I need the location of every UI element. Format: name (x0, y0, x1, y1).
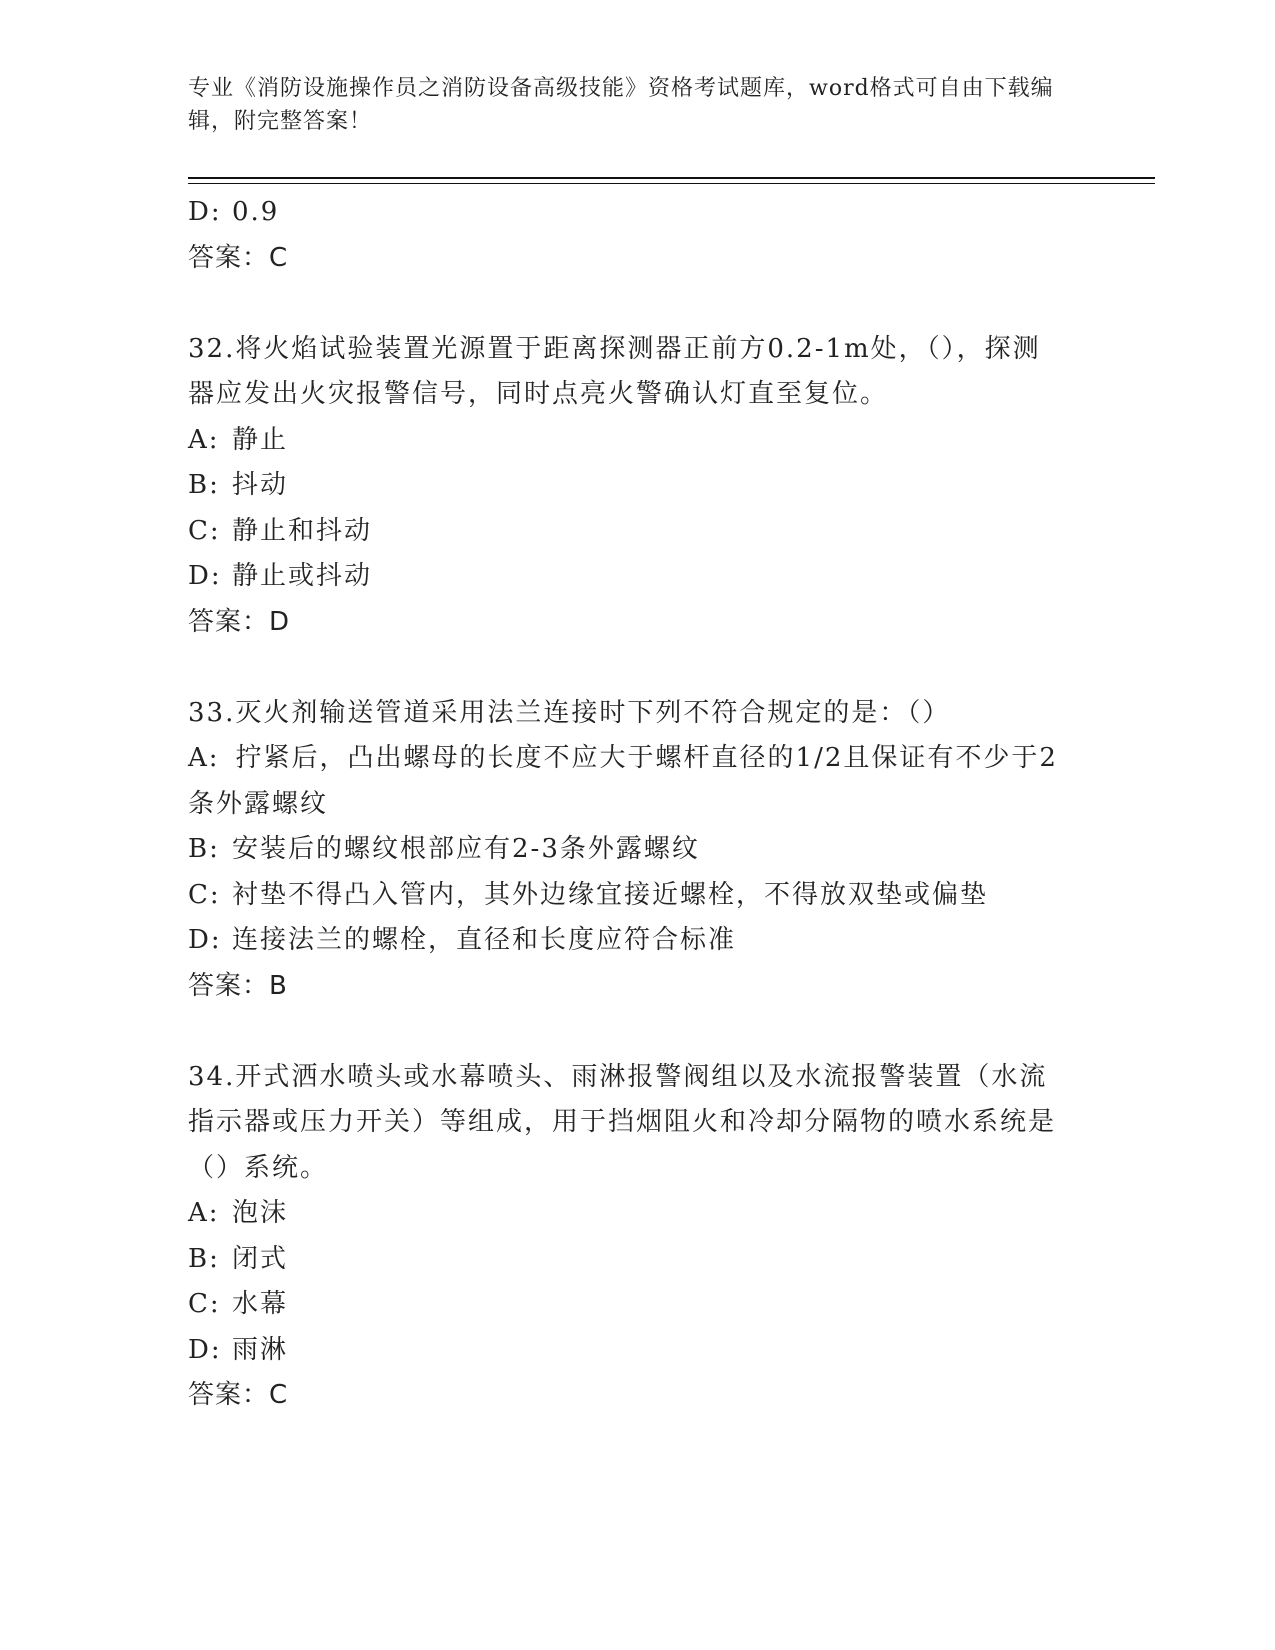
question-stem-33: 33.灭火剂输送管道采用法兰连接时下列不符合规定的是：（） (188, 697, 951, 728)
option-a (188, 418, 1088, 464)
option-d (188, 190, 1088, 236)
option-key: D: (188, 197, 222, 227)
option-key: D: (188, 1334, 222, 1365)
option-text: 0.9 (232, 197, 280, 227)
option-key: C: (188, 515, 221, 546)
option-text: 抖动 (232, 470, 289, 500)
option-text: 静止 (232, 424, 289, 455)
option-text: 衬垫不得凸入管内，其外边缘宜接近螺栓，不得放双垫或偏垫 (232, 879, 989, 910)
option-key: A: (188, 424, 220, 455)
option-c (188, 873, 1088, 919)
option-d (188, 918, 1088, 964)
option-c (188, 509, 1088, 555)
question-stem-34: 34.开式洒水喷头或水幕喷头、雨淋报警阀组以及水流报警装置（水流指示器或压力开关）等组成，用于挡烟阻火和冷却分隔物的喷水系统是（）系统。 (188, 1061, 1057, 1183)
option-c (188, 1282, 1088, 1328)
option-text: 安装后的螺纹根部应有2-3条外露螺纹 (232, 834, 700, 864)
option-key: D: (188, 925, 222, 955)
spacer (188, 281, 1088, 327)
document-header: 专业《消防设施操作员之消防设备高级技能》资格考试题库，word格式可自由下载编辑，附完整答案！ (188, 76, 1054, 134)
option-b (188, 1237, 1088, 1283)
option-key: B: (188, 834, 220, 864)
option-a (188, 736, 1068, 827)
option-key: A: (188, 743, 220, 773)
answer-line: 答案：C (188, 1380, 289, 1410)
option-key: A: (188, 1198, 220, 1228)
header-rule-thin (188, 183, 1155, 184)
option-d (188, 554, 1088, 600)
option-text: 连接法兰的螺栓，直径和长度应符合标准 (232, 925, 737, 955)
option-text: 水幕 (232, 1289, 289, 1319)
option-text: 静止或抖动 (232, 561, 373, 591)
question-stem-32: 32.将火焰试验装置光源置于距离探测器正前方0.2-1m处，（），探测器应发出火灾报警信号，同时点亮火警确认灯直至复位。 (188, 333, 1041, 409)
spacer (188, 645, 1088, 691)
option-key: C: (188, 1289, 221, 1319)
answer-line: 答案：C (188, 242, 289, 273)
option-key: B: (188, 1243, 220, 1274)
option-b (188, 463, 1088, 509)
spacer (188, 1009, 1088, 1055)
answer-line: 答案：D (188, 606, 291, 637)
option-d (188, 1328, 1088, 1374)
option-b (188, 827, 1088, 873)
question-list (188, 190, 1088, 1419)
option-a (188, 1191, 1088, 1237)
option-text: 静止和抖动 (232, 515, 373, 546)
option-text: 泡沫 (232, 1198, 289, 1228)
option-key: B: (188, 470, 220, 500)
option-text: 拧紧后，凸出螺母的长度不应大于螺杆直径的1/2且保证有不少于2条外露螺纹 (188, 743, 1058, 819)
option-text: 雨淋 (232, 1334, 289, 1365)
header-rule-thick (188, 177, 1155, 179)
option-key: C: (188, 879, 221, 910)
option-text: 闭式 (232, 1243, 289, 1274)
option-key: D: (188, 561, 222, 591)
answer-line: 答案：B (188, 970, 288, 1001)
